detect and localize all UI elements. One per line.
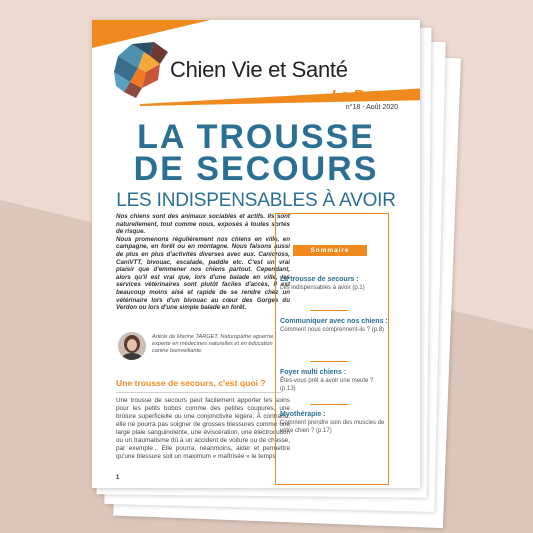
toc-item-desc: Comment prendre soin des muscles de votre chien ? (p.17) xyxy=(280,420,385,434)
toc-item-title: Myothérapie : xyxy=(280,411,326,418)
toc-divider xyxy=(310,361,348,362)
publication-subtitle: La Revue xyxy=(331,87,398,104)
toc-item xyxy=(280,276,388,293)
section-divider xyxy=(116,392,281,393)
toc-item-title: Communiquer avec nos chiens : xyxy=(280,318,388,325)
toc-item xyxy=(280,411,388,435)
intro-paragraph: Nos chiens sont des animaux sociables et actifs. Ils sont naturellement, tout comme nous, exposés à toutes sortes de risque. xyxy=(116,213,290,236)
intro-text xyxy=(116,213,290,312)
toc-item xyxy=(280,318,388,335)
toc-item-title: La trousse de secours : xyxy=(280,276,359,283)
toc-item-title: Foyer multi chiens : xyxy=(280,369,347,376)
toc-item-desc: Comment nous comprennent-ils ? (p.8) xyxy=(280,327,385,334)
toc-item-desc: Les indispensables à avoir (p.1) xyxy=(280,285,365,292)
issue-number: n°18 - Août 2020 xyxy=(345,104,398,111)
toc-divider xyxy=(310,310,348,311)
section-body: Une trousse de secours peut facilement apporter les soins pour les petits bobos comme des petites coupures, une brûlure superficielle ou une conjonctivite légère. À contrario, elle ne pourra pas soigner de grosses blessures comme une large plaie sanguinolente, une éviscération, une électrocution ou un traumatisme dû à un accident de voiture ou de chasse, par exemple... Elle pourra, néanmoins, aider et permettre qu'une blessure soit un maximum « maîtrisée » le temps xyxy=(116,397,290,460)
headline-line-1: LA TROUSSE xyxy=(137,118,375,156)
headline-subtitle: LES INDISPENSABLES À AVOIR xyxy=(116,190,396,211)
brand-name: Chien Vie et Santé xyxy=(170,57,348,82)
author-portrait-icon xyxy=(118,332,146,360)
toc-item xyxy=(280,369,388,393)
magazine-cover-page xyxy=(92,20,420,488)
toc-item-desc: Êtes-vous prêt à avoir une meute ? (p.13) xyxy=(280,378,374,392)
author-photo xyxy=(118,332,146,360)
author-credit: Article de Marine TARGET, Naturopathe aguerrie, experte en médecines naturelles et en éducation canine bienveillante. xyxy=(152,334,275,354)
section-heading: Une trousse de secours, c'est quoi ? xyxy=(116,378,266,388)
intro-paragraph: Nous promenons régulièrement nos chiens en ville, en campagne, en forêt ou en montagne. Nous faisons aussi de plus en plus d'activités diverses avec eux. Canicross, CaniVTT, bivouac, escalade, paddle etc. C'est un vrai plaisir que d'emmener nos chiens partout. Cependant, alors qu'il est vrai que, lors d'une balade en ville, les services vétérinaires sont plutôt faciles d'accès, il est beaucoup moins aisé et rapide de se rendre chez un vétérinaire lors d'un bivouac au cœur des Gorges du Verdon ou lors d'une simple balade en forêt. xyxy=(116,235,290,312)
toc-divider xyxy=(310,404,348,405)
headline-line-2: DE SECOURS xyxy=(133,150,379,188)
page-number: 1 xyxy=(116,475,120,481)
table-of-contents-label: Sommaire xyxy=(293,245,367,256)
